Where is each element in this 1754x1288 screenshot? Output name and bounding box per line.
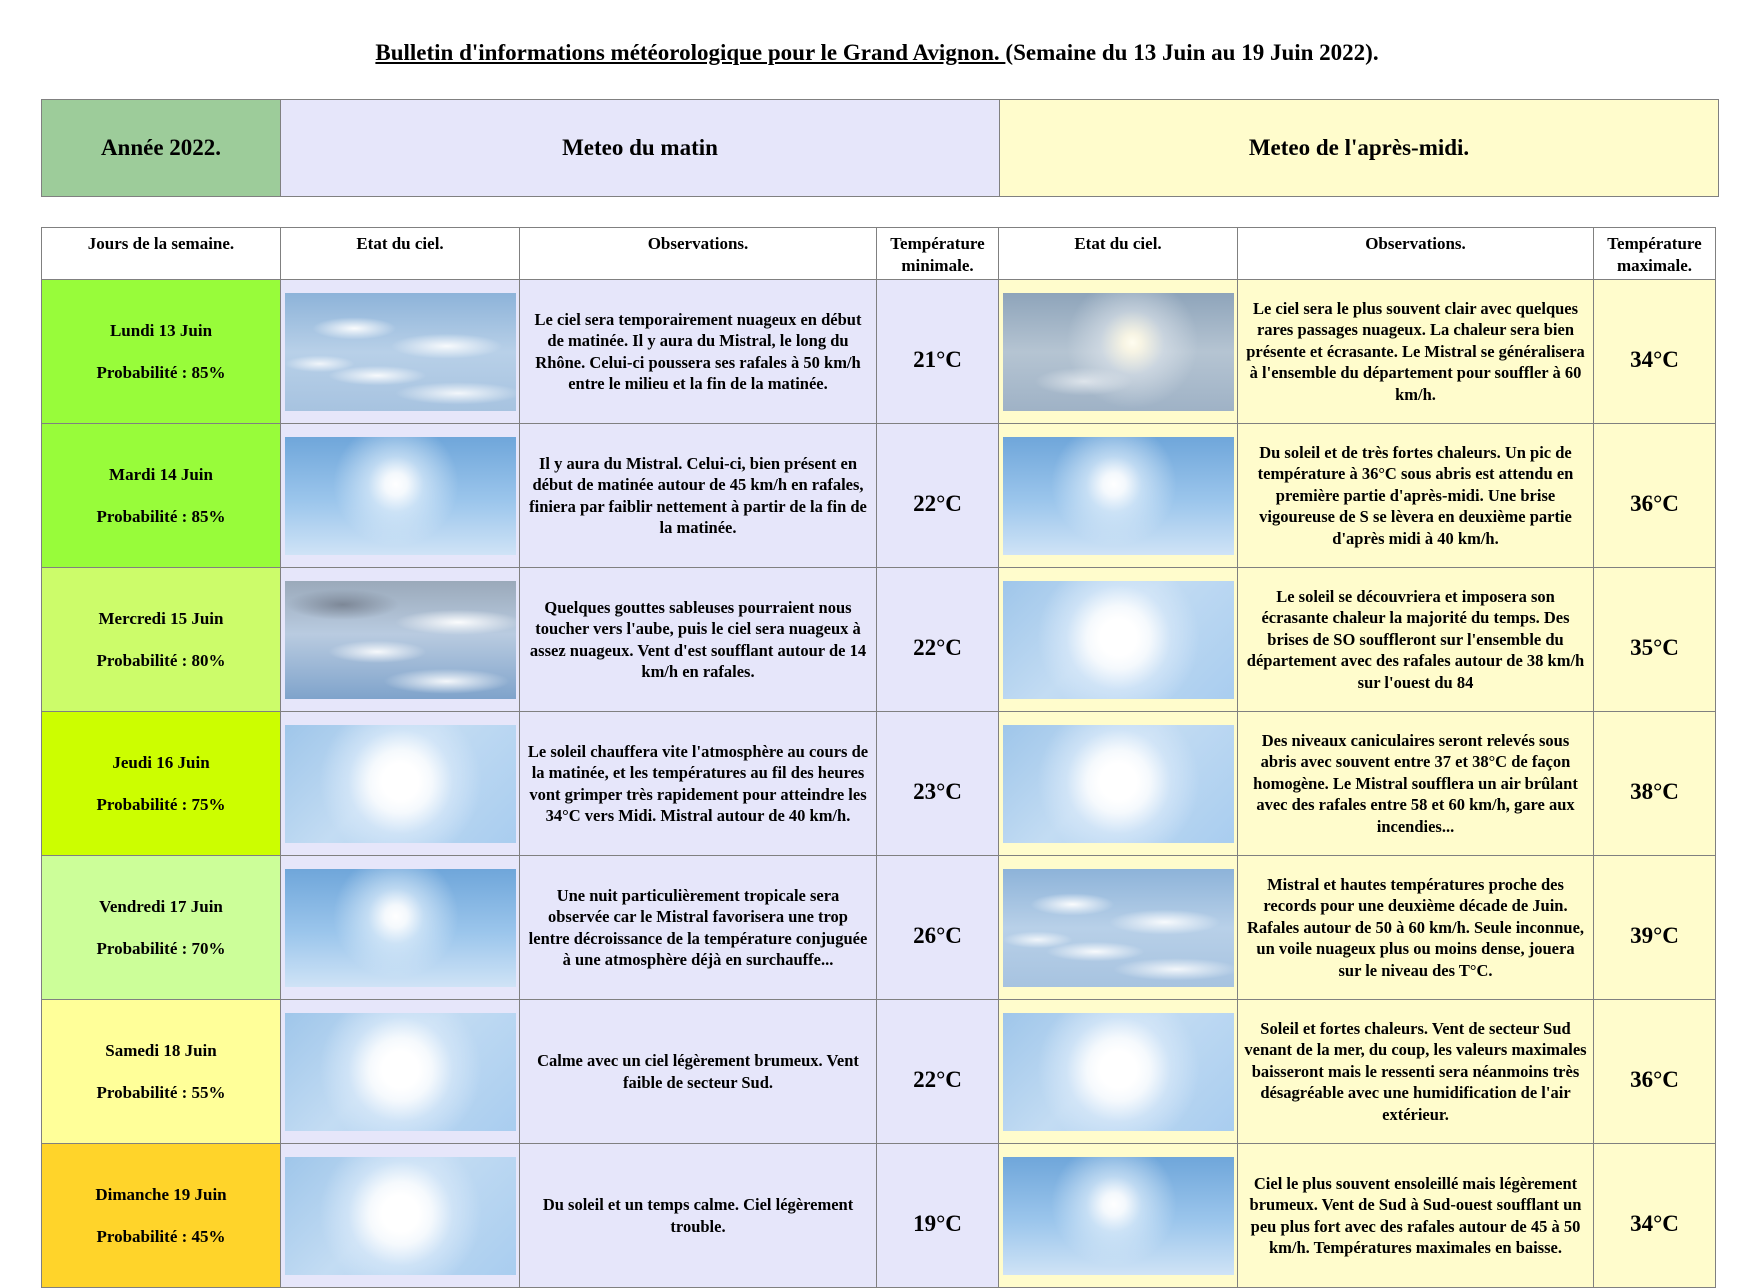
day-name: Jeudi 16 Juin — [112, 752, 210, 772]
sky-morning-cell — [281, 712, 520, 856]
sunny-sky-photo — [1003, 1157, 1234, 1275]
obs-afternoon: Ciel le plus souvent ensoleillé mais légèrement brumeux. Vent de Sud à Sud-ouest soufflant un peu plus fort avec des rafales autour de 45 à 50 km/h. Températures maximales en baisse. — [1238, 1144, 1594, 1288]
day-cell — [42, 280, 281, 424]
obs-afternoon: Soleil et fortes chaleurs. Vent de secteur Sud venant de la mer, du coup, les valeurs maximales baisseront mais le ressenti sera néanmoins très désagréable avec une humidification de l'air extérieur. — [1238, 1000, 1594, 1144]
col-days: Jours de la semaine. — [42, 228, 281, 280]
sky-morning-cell — [281, 280, 520, 424]
bright-sun-photo — [1003, 725, 1234, 843]
tmax-value: 38°C — [1594, 712, 1716, 856]
sunny-sky-photo — [285, 437, 516, 555]
obs-morning: Du soleil et un temps calme. Ciel légèrement trouble. — [520, 1144, 877, 1288]
day-name: Lundi 13 Juin — [109, 320, 213, 340]
tmax-value: 39°C — [1594, 856, 1716, 1000]
col-sky-morning: Etat du ciel. — [281, 228, 520, 280]
col-tmax: Température maximale. — [1594, 228, 1716, 280]
col-sky-afternoon: Etat du ciel. — [999, 228, 1238, 280]
day-probability: Probabilité : 80% — [96, 650, 226, 670]
cloudy-sky-photo — [285, 293, 516, 411]
forecast-row — [42, 856, 1716, 1000]
tmin-value: 23°C — [877, 712, 999, 856]
tmax-value: 36°C — [1594, 424, 1716, 568]
afternoon-header: Meteo de l'après-midi. — [1000, 100, 1719, 197]
year-cell: Année 2022. — [42, 100, 281, 197]
bright-sun-photo — [1003, 581, 1234, 699]
day-probability: Probabilité : 70% — [96, 938, 226, 958]
tmin-value: 26°C — [877, 856, 999, 1000]
bright-sun-photo — [285, 1157, 516, 1275]
tmin-value: 22°C — [877, 568, 999, 712]
day-name: Mardi 14 Juin — [109, 464, 213, 484]
obs-morning: Le soleil chauffera vite l'atmosphère au cours de la matinée, et les températures au fil des heures vont grimper très rapidement pour atteindre les 34°C vers Midi. Mistral autour de 40 km/h. — [520, 712, 877, 856]
tmin-value: 21°C — [877, 280, 999, 424]
sky-afternoon-cell — [999, 568, 1238, 712]
bulletin-title-week: (Semaine du 13 Juin au 19 Juin 2022). — [1005, 40, 1379, 65]
sunny-sky-photo — [1003, 437, 1234, 555]
obs-morning: Quelques gouttes sableuses pourraient nous toucher vers l'aube, puis le ciel sera nuageux à assez nuageux. Vent d'est soufflant autour de 14 km/h en rafales. — [520, 568, 877, 712]
header-table — [41, 99, 1719, 197]
tmax-value: 34°C — [1594, 280, 1716, 424]
obs-afternoon: Le ciel sera le plus souvent clair avec quelques rares passages nuageux. La chaleur sera bien présente et écrasante. Le Mistral se généralisera à l'ensemble du département pour souffler à 60 km/h. — [1238, 280, 1594, 424]
bulletin-title-main: Bulletin d'informations météorologique pour le Grand Avignon. — [375, 40, 1006, 65]
day-name: Samedi 18 Juin — [105, 1040, 217, 1060]
sky-afternoon-cell — [999, 712, 1238, 856]
forecast-row — [42, 280, 1716, 424]
obs-afternoon: Le soleil se découvriera et imposera son écrasante chaleur la majorité du temps. Des brises de SO souffleront sur l'ensemble du département avec des rafales autour de 38 km/h sur l'ouest du 84 — [1238, 568, 1594, 712]
day-cell — [42, 424, 281, 568]
col-obs-morning: Observations. — [520, 228, 877, 280]
forecast-table — [41, 227, 1716, 1288]
obs-afternoon: Mistral et hautes températures proche des records pour une deuxième décade de Juin. Rafales autour de 50 à 60 km/h. Seule inconnue, un voile nuageux plus ou moins dense, jouera sur le niveau des T°C. — [1238, 856, 1594, 1000]
obs-afternoon: Du soleil et de très fortes chaleurs. Un pic de température à 36°C sous abris est attendu en première partie d'après-midi. Une brise vigoureuse de S se lèvera en deuxième partie d'après midi à 40 km/h. — [1238, 424, 1594, 568]
day-name: Mercredi 15 Juin — [98, 608, 224, 628]
day-cell — [42, 712, 281, 856]
col-obs-afternoon: Observations. — [1238, 228, 1594, 280]
day-cell — [42, 568, 281, 712]
bright-sun-photo — [285, 725, 516, 843]
forecast-row — [42, 1000, 1716, 1144]
day-cell — [42, 856, 281, 1000]
obs-afternoon: Des niveaux caniculaires seront relevés sous abris avec souvent entre 37 et 38°C de façon homogène. Le Mistral soufflera un air brûlant avec des rafales entre 58 et 60 km/h, gare aux incendies... — [1238, 712, 1594, 856]
bright-sun-photo — [1003, 1013, 1234, 1131]
obs-morning: Une nuit particulièrement tropicale sera observée car le Mistral favorisera une trop lentre décroissance de la température conjuguée à une atmosphère déjà en surchauffe... — [520, 856, 877, 1000]
sky-afternoon-cell — [999, 856, 1238, 1000]
sky-morning-cell — [281, 1144, 520, 1288]
day-name: Vendredi 17 Juin — [99, 896, 223, 916]
cloudy-sky-photo — [1003, 869, 1234, 987]
day-probability: Probabilité : 45% — [96, 1226, 226, 1246]
forecast-row — [42, 424, 1716, 568]
bright-sun-photo — [285, 1013, 516, 1131]
forecast-row — [42, 568, 1716, 712]
day-cell — [42, 1000, 281, 1144]
tmax-value: 36°C — [1594, 1000, 1716, 1144]
sky-morning-cell — [281, 424, 520, 568]
tmin-value: 19°C — [877, 1144, 999, 1288]
morning-header: Meteo du matin — [281, 100, 1000, 197]
sky-morning-cell — [281, 856, 520, 1000]
sky-afternoon-cell — [999, 280, 1238, 424]
day-probability: Probabilité : 85% — [96, 506, 226, 526]
day-probability: Probabilité : 85% — [96, 362, 226, 382]
day-probability: Probabilité : 55% — [96, 1082, 226, 1102]
day-probability: Probabilité : 75% — [96, 794, 226, 814]
obs-morning: Le ciel sera temporairement nuageux en début de matinée. Il y aura du Mistral, le long du Rhône. Celui-ci poussera ses rafales à 50 km/h entre le milieu et la fin de la matinée. — [520, 280, 877, 424]
cloudy-sky-photo — [285, 581, 516, 699]
sky-afternoon-cell — [999, 424, 1238, 568]
sky-afternoon-cell — [999, 1144, 1238, 1288]
bulletin-title — [0, 40, 1754, 66]
tmin-value: 22°C — [877, 1000, 999, 1144]
hazy-sun-photo — [1003, 293, 1234, 411]
sky-afternoon-cell — [999, 1000, 1238, 1144]
day-name: Dimanche 19 Juin — [95, 1184, 227, 1204]
sky-morning-cell — [281, 1000, 520, 1144]
tmax-value: 34°C — [1594, 1144, 1716, 1288]
sky-morning-cell — [281, 568, 520, 712]
obs-morning: Calme avec un ciel légèrement brumeux. Vent faible de secteur Sud. — [520, 1000, 877, 1144]
forecast-row — [42, 712, 1716, 856]
obs-morning: Il y aura du Mistral. Celui-ci, bien présent en début de matinée autour de 45 km/h en rafales, finiera par faiblir nettement à partir de la fin de la matinée. — [520, 424, 877, 568]
forecast-row — [42, 1144, 1716, 1288]
tmin-value: 22°C — [877, 424, 999, 568]
sunny-sky-photo — [285, 869, 516, 987]
col-tmin: Température minimale. — [877, 228, 999, 280]
tmax-value: 35°C — [1594, 568, 1716, 712]
day-cell — [42, 1144, 281, 1288]
